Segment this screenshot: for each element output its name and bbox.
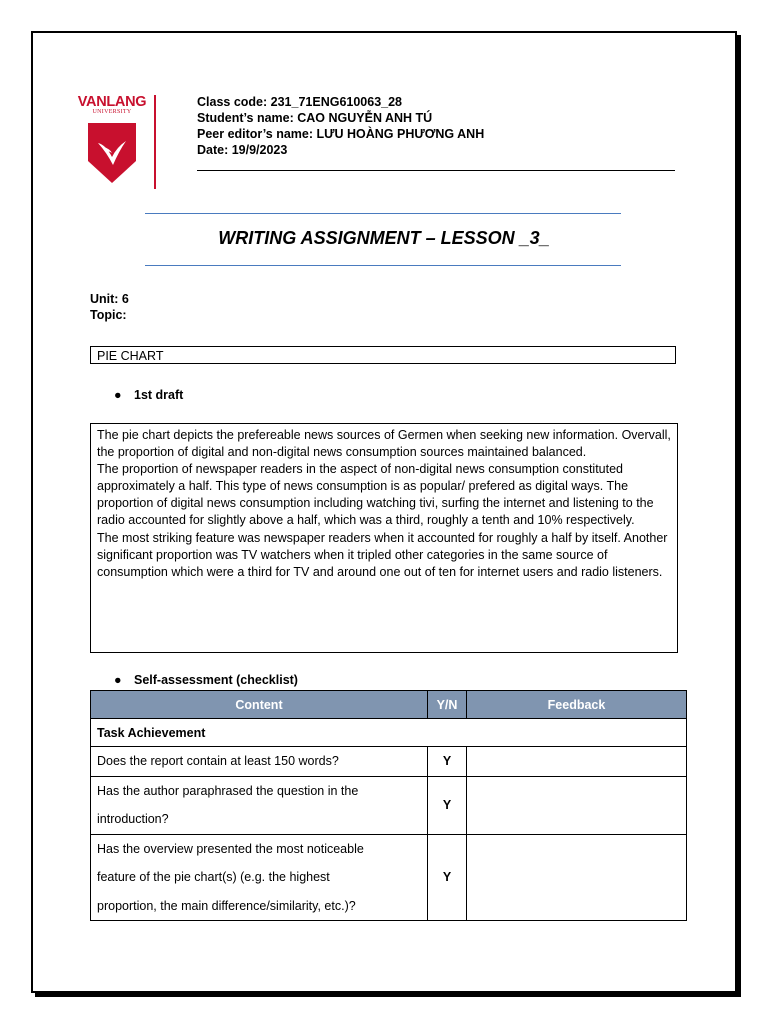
logo-subtitle: UNIVERSITY — [92, 109, 132, 115]
feedback-cell[interactable] — [467, 747, 687, 777]
bullet-icon: ● — [114, 388, 122, 402]
date: Date: 19/9/2023 — [197, 143, 288, 157]
question-line: proportion, the main difference/similarity, etc.)? — [97, 898, 356, 913]
first-draft-label: 1st draft — [134, 388, 184, 402]
section-row — [91, 719, 687, 747]
first-draft-heading — [114, 388, 183, 402]
draft-paragraph: The most striking feature was newspaper readers when it accounted for roughly a half by itself. Another significant proportion was TV watchers when it tripled other categories in the same source of consumption which were a third for TV and around one out of ten for internet users and radio listeners. — [97, 530, 668, 579]
header-content: Content — [91, 691, 428, 719]
header-underline — [197, 170, 675, 171]
answer-cell: Y — [428, 834, 467, 921]
draft-text-box — [90, 423, 678, 653]
header-yn: Y/N — [428, 691, 467, 719]
title-rule-top — [145, 213, 621, 214]
answer-cell: Y — [428, 776, 467, 834]
question-line: Does the report contain at least 150 words? — [97, 754, 339, 768]
table-row — [91, 747, 687, 777]
shield-icon — [86, 121, 138, 185]
table-row — [91, 834, 687, 921]
class-code: Class code: 231_71ENG610063_28 — [197, 95, 403, 109]
question-line: Has the overview presented the most noticeable — [97, 841, 364, 856]
university-logo — [72, 95, 152, 190]
question-line: Has the author paraphrased the question in the — [97, 783, 359, 798]
question-line: introduction? — [97, 812, 169, 826]
topic-label: Topic: — [90, 308, 127, 322]
page-title: WRITING ASSIGNMENT – LESSON _3_ — [218, 228, 550, 248]
unit-label: Unit: 6 — [90, 292, 129, 306]
draft-paragraph: The proportion of newspaper readers in the aspect of non-digital news consumption constituted approximately a half. This type of news consumption is as popular/ prefered as digital ways. The proportion of digital news consumption including watching tivi, surfing the internet and listening to the radio accounted for slightly above a half, which was a third, roughly a tenth and 10% respectively. — [97, 462, 654, 528]
title-rule-bottom — [145, 265, 621, 266]
self-assessment-label: Self-assessment (checklist) — [134, 673, 298, 687]
checklist-table — [90, 690, 687, 921]
header-feedback: Feedback — [467, 691, 687, 719]
logo-wordmark: VANLANG — [77, 94, 147, 110]
topic-box: PIE CHART — [90, 346, 676, 364]
self-assessment-heading — [114, 673, 298, 687]
table-row — [91, 776, 687, 834]
feedback-cell[interactable] — [467, 834, 687, 921]
section-task-achievement: Task Achievement — [91, 719, 687, 747]
header-info — [197, 94, 484, 158]
answer-cell: Y — [428, 747, 467, 777]
peer-editor-name: Peer editor’s name: LƯU HOÀNG PHƯƠNG ANH — [197, 127, 485, 141]
feedback-cell[interactable] — [467, 776, 687, 834]
logo-divider — [154, 95, 156, 189]
student-name: Student’s name: CAO NGUYỄN ANH TÚ — [197, 111, 433, 125]
question-line: feature of the pie chart(s) (e.g. the highest — [97, 870, 330, 884]
bullet-icon: ● — [114, 673, 122, 687]
question-cell — [91, 776, 428, 834]
question-cell — [91, 747, 428, 777]
table-header-row — [91, 691, 687, 719]
draft-paragraph: The pie chart depicts the prefereable news sources of Germen when seeking new information. Overvall, the proportion of digital and non-digital news consumption sources maintained balanced. — [97, 428, 671, 460]
unit-topic — [90, 291, 129, 323]
question-cell — [91, 834, 428, 921]
